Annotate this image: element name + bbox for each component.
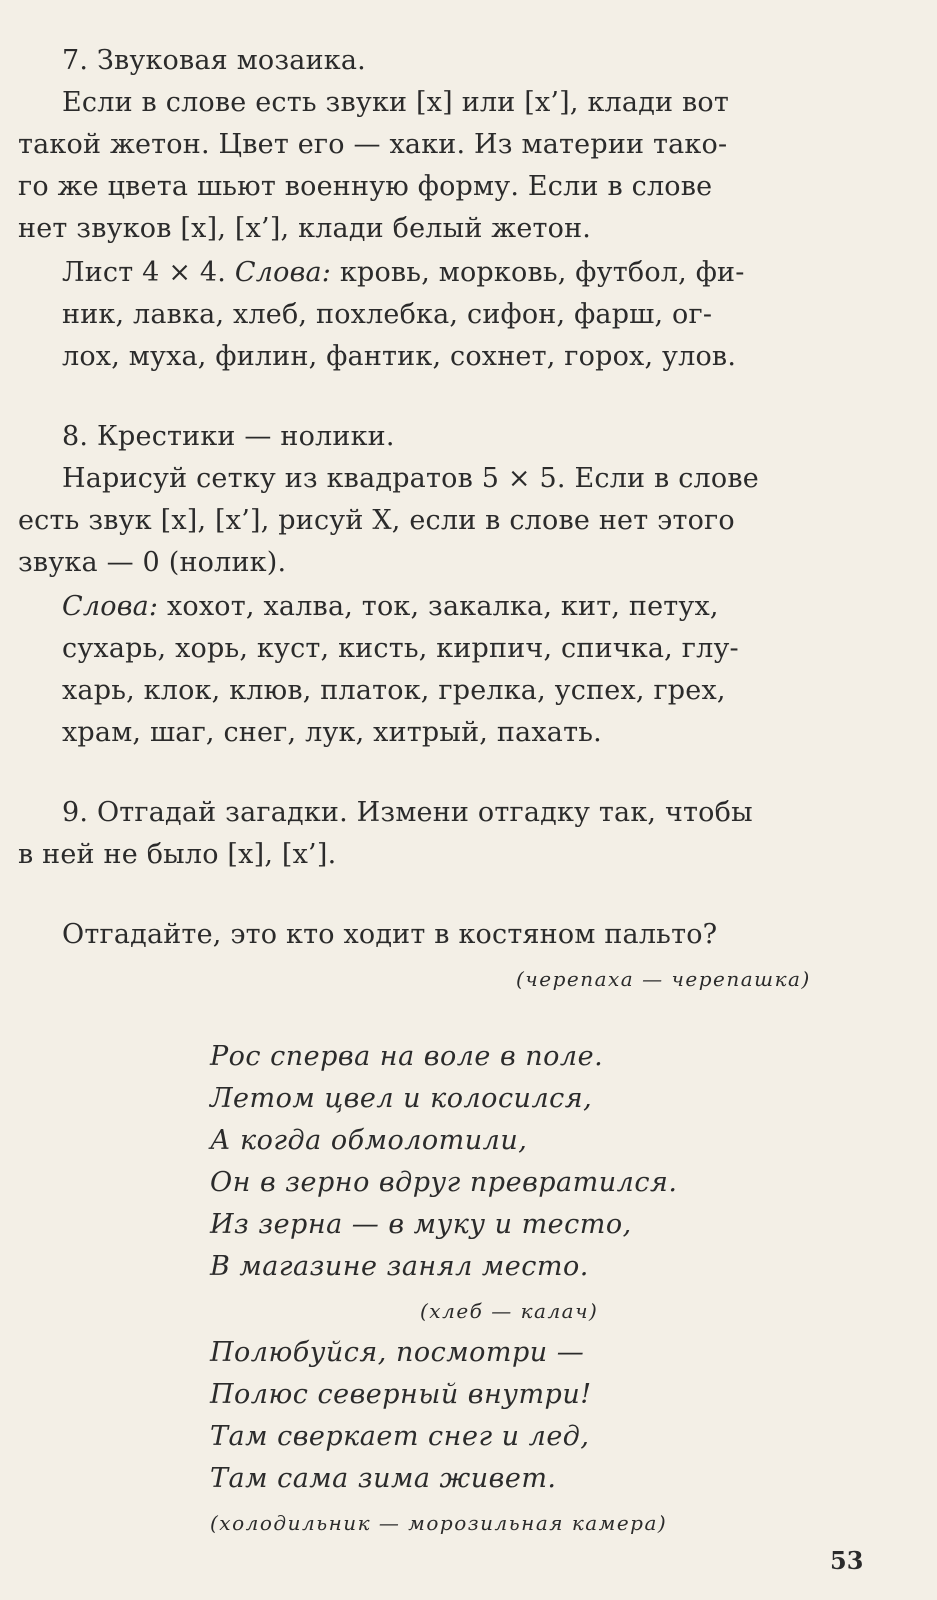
poem-line: Из зерна — в муку и тесто,	[210, 1209, 632, 1240]
riddle-answer: (черепаха — черепашка)	[516, 967, 811, 991]
poem-line: Он в зерно вдруг превратился.	[210, 1167, 678, 1198]
section8-words-line: сухарь, хорь, куст, кисть, кирпич, спичка, глу-	[62, 633, 739, 664]
page-number: 53	[830, 1546, 864, 1575]
section7-heading: 7. Звуковая мозаика.	[62, 45, 366, 76]
section7-words-line: лох, муха, филин, фантик, сохнет, горох, улов.	[62, 341, 737, 372]
section9-heading: 9. Отгадай загадки. Измени отгадку так, чтобы	[62, 797, 753, 828]
riddle-answer: (холодильник — морозильная камера)	[210, 1511, 668, 1535]
poem-line: Рос сперва на воле в поле.	[210, 1041, 604, 1072]
section7-line: нет звуков [х], [х’], клади белый жетон.	[18, 213, 592, 244]
words-list: кровь, морковь, футбол, фи-	[331, 257, 745, 288]
sheet-size: Лист 4 × 4.	[62, 257, 235, 288]
poem-line: Летом цвел и колосился,	[210, 1083, 593, 1114]
poem-line: Полюбуйся, посмотри —	[210, 1337, 585, 1368]
words-label: Слова:	[234, 257, 332, 288]
section7-line: Если в слове есть звуки [х] или [х’], клади вот	[62, 87, 729, 118]
section8-heading: 8. Крестики — нолики.	[62, 421, 395, 452]
section8-words-line: харь, клок, клюв, платок, грелка, успех, грех,	[62, 675, 726, 706]
section8-line: звука — 0 (нолик).	[18, 547, 287, 578]
section7-sheet-line	[62, 256, 745, 290]
words-label: Слова:	[62, 591, 159, 622]
section8-line: есть звук [х], [х’], рисуй Х, если в слове нет этого	[18, 505, 735, 536]
section8-line: Нарисуй сетку из квадратов 5 × 5. Если в слове	[62, 463, 759, 494]
section7-words-line: ник, лавка, хлеб, похлебка, сифон, фарш, ог-	[62, 299, 713, 330]
poem-line: Там сверкает снег и лед,	[210, 1421, 590, 1452]
words-list: хохот, халва, ток, закалка, кит, петух,	[158, 591, 719, 622]
section8-words-line: храм, шаг, снег, лук, хитрый, пахать.	[62, 717, 602, 748]
poem-line: А когда обмолотили,	[210, 1125, 528, 1156]
poem-line: Полюс северный внутри!	[210, 1379, 592, 1410]
poem-line: В магазине занял место.	[210, 1251, 589, 1282]
riddle-text: Отгадайте, это кто ходит в костяном пальто?	[62, 919, 718, 950]
section7-line: такой жетон. Цвет его — хаки. Из материи тако-	[18, 129, 728, 160]
section8-words-line	[62, 590, 719, 624]
riddle-answer: (хлеб — калач)	[420, 1299, 599, 1323]
section9-heading: в ней не было [х], [х’].	[18, 839, 337, 870]
section7-line: го же цвета шьют военную форму. Если в слове	[18, 171, 713, 202]
poem-line: Там сама зима живет.	[210, 1463, 557, 1494]
